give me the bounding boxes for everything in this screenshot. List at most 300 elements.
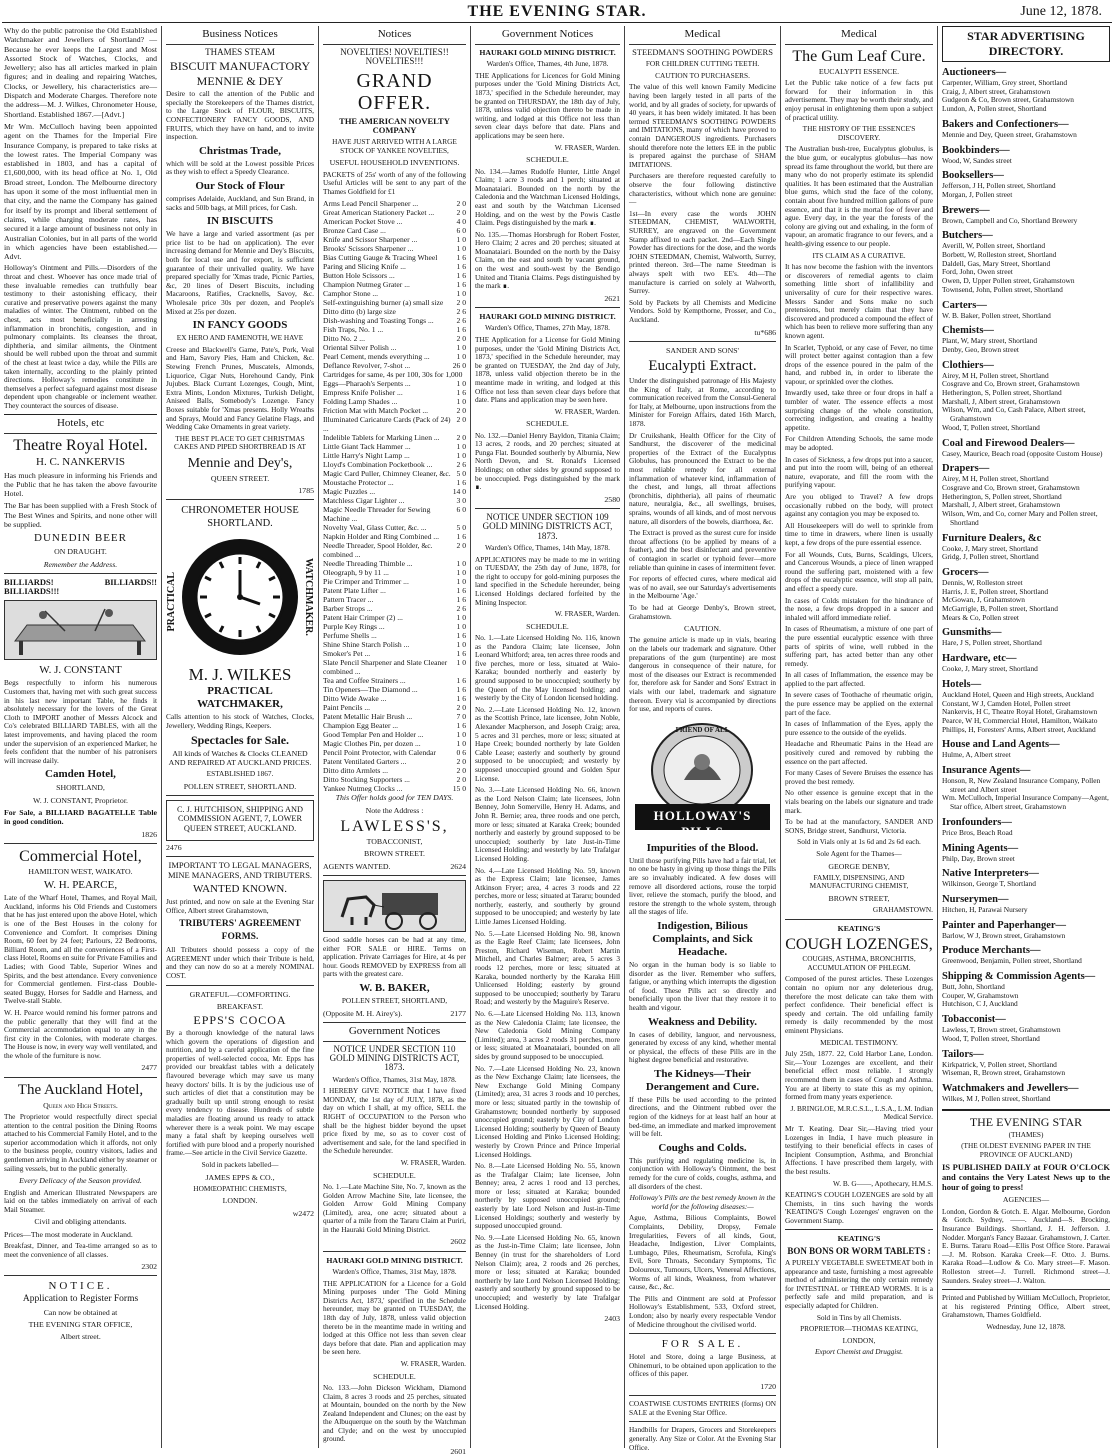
- camden-town: SHORTLAND,: [56, 783, 105, 793]
- price-item-name: Pie Crimper and Trimmer ...: [323, 577, 409, 587]
- directory-entry: Brown, Campbell and Co, Shortland Brewery: [942, 215, 1078, 225]
- clock-icon: [180, 532, 300, 662]
- price-item-name: Lloyd's Combination Pocketbook ...: [323, 460, 433, 470]
- commercial-body: Late of the Wharf Hotel, Thames, and Royal Mail, Auckland, informs his Old Friends and Customers that he has just entered upon the above Hotel, which is one of the Best Houses in the colony for Convenience and Comfort. It comprises Dining Room, 60 feet by 24 feet; Parlours, 22 Bedrooms, Billiard Room, and all the conveniences of a First-class Hotel, Rooms en suite for Private Families and Ladies; with Good Table, Superior Wines and Spirits, and the best attendance. Every convenience for Commercial gentlemen. First-class Double-seated Buggy, Horses for Saddle and Harness, and Twelve-stall Stable.: [4, 893, 158, 1006]
- lawless: LAWLESS'S,: [340, 818, 449, 836]
- price-list-item: [323, 685, 466, 694]
- price-item-price: 2 0: [456, 415, 466, 425]
- directory-category: Brewers—: [942, 204, 990, 216]
- kidneys-heading: The Kidneys—Their Derangement and Cure.: [645, 1067, 760, 1093]
- price-item-name: Tin Openers—The Diamond ...: [323, 685, 418, 695]
- directory-category: Shipping & Commission Agents—: [942, 971, 1096, 983]
- column-rule: [780, 26, 781, 1448]
- directory-entry: Cooke, J, Mary street, Shortland: [942, 664, 1038, 674]
- divider: [166, 795, 314, 796]
- column-1: [4, 26, 157, 1448]
- section-header-business: Business Notices: [166, 26, 314, 45]
- divider: [629, 1421, 776, 1422]
- price-item-name: Patent Metallic Hair Brush ...: [323, 712, 413, 722]
- price-item-name: Matchless Cigar Lighter ...: [323, 496, 405, 506]
- wardens-office-2: Warden's Office, Thames, 27th May, 1878.: [484, 323, 610, 333]
- billiard-table-icon: [5, 601, 156, 659]
- caution-purchasers: CAUTION TO PURCHASERS.: [655, 70, 750, 80]
- price-item-price: 1 6: [456, 685, 466, 695]
- price-item-name: Barber Strops ...: [323, 604, 373, 614]
- price-list-item: [323, 406, 466, 415]
- remember-address: Remember the Address.: [43, 559, 118, 569]
- coughs-heading: Coughs and Colds.: [658, 1141, 747, 1154]
- kidneys-body: If these Pills be used according to the printed directions, and the Ointment rubbed over the region of the kidneys for at least half an hour at bed-time, an immediate and marked improvement will be felt.: [629, 1094, 776, 1139]
- price-item-price: 15 0: [452, 784, 466, 794]
- price-list-item: [323, 784, 466, 793]
- directory-entry: Cosgrave and Co, Brown street, Grahamstown: [942, 482, 1080, 492]
- directory-category: Clothiers—: [942, 359, 994, 371]
- eucalypti-extract-body: The Extract is proved as the surest cure for inside throat affections (to be applied by means of a feather), and the best disinfectant and preventive of contagion in scarlet or typhoid fever—more reliable than quinine in cases of intermittent fever.: [629, 528, 776, 572]
- tobacconist: TOBACCONIST,: [366, 837, 423, 847]
- directory-entry: Gridg, J, Pollen street, Shortland: [942, 552, 1039, 562]
- price-list-item: [323, 397, 466, 406]
- price-item-price: 1 6: [456, 595, 466, 605]
- dial-left-text: PRACTICAL: [166, 572, 177, 632]
- handbills: Handbills for Drapers, Grocers and Storekeepers generally. Any Size or Color. At the Evening Star Office.: [629, 1425, 776, 1452]
- price-list-item: [323, 595, 466, 604]
- price-item-name: Patent Hair Crimper (2) ...: [323, 613, 403, 623]
- gum-travel: Are you obliged to Travel? A few drops occasionally rubbed on the body, will protect against any contagion you may be exposed to.: [785, 492, 933, 519]
- epps-packets: Sold in packets labelled—: [201, 1160, 279, 1169]
- directory-entry: Daldell, Gas, Mary Street, Shortland: [942, 258, 1051, 268]
- price-list-item: [323, 730, 466, 739]
- commercial-hotel-title: Commercial Hotel,: [19, 847, 142, 865]
- impurities-heading: Impurities of the Blood.: [646, 841, 759, 854]
- gum-housekeepers: All Housekeepers will do well to sprinkle from time to time in drawers, where linen is usually kept, a few drops of the pure essential essence.: [785, 520, 933, 547]
- directory-entry: Honson, R, New Zealand Insurance Company, Pollen street and Albert street: [942, 776, 1101, 794]
- hauraki-heading-1: HAURAKI GOLD MINING DISTRICT.: [479, 48, 616, 57]
- price-list-item: [323, 478, 466, 487]
- directory-entry: Philp, Day, Brown street: [942, 853, 1015, 863]
- directory-entry: Hutchison, C J, Auckland: [942, 999, 1018, 1009]
- saddle-horses: Good saddle horses can be had at any time, either FOR SALE or HIRE. Terms on application. Private Carriages for Hire, at 4s per hour. Goods REMOVED by EXPRESS from all parts with the greatest care.: [323, 934, 466, 979]
- divider: [4, 573, 157, 574]
- queen-street: QUEEN STREET.: [210, 473, 270, 483]
- price-list-item: [323, 307, 466, 316]
- divider: [4, 1077, 157, 1078]
- price-item-name: Napkin Holder and Ring Combined ...: [323, 532, 440, 542]
- holloway-notice: Holloway's Ointment and Pills.—Disorders of the throat and chest. Whoever has once made trial of these invaluable remedies can truthfully bear testimony to their astonishing efficacy, their curative and preservative powers against the many maladies of winter. The Ointment, rubbed on the chest, acts most beneficially in arresting inflammation in bronchitis, congestion, and in pulmonary complaints. Its cleanses the throat, diphtheria, and similar ailments, the Ointment should be well rubbed upon the throat and summit of the chest at least twice a day, while the Pills are taken internally, according to the plainly printed directions. Holloway's remedies constitute in themselves a perfect safeguard against most disease dependent upon changeable or inclement weather. They counteract the sources of disease.: [4, 263, 157, 410]
- directory-entry: Gudgeon & Co, Brown street, Grahamstown: [942, 95, 1074, 105]
- price-item-name: American Pocket Stove ...: [323, 217, 403, 227]
- price-list-item: [323, 379, 466, 388]
- hutchison-text: C. J. HUTCHISON, SHIPPING AND COMMISSION AGENT, 7, LOWER QUEEN STREET, AUCKLAND.: [176, 805, 304, 833]
- caution-2: CAUTION.: [683, 624, 722, 634]
- column-rule: [624, 26, 625, 1448]
- price-item-price: 1 0: [456, 658, 466, 668]
- schedule-entry: No. 4.—Late Licensed Holding No. 59, known as the Express Claim; late licensee, James Atkinson Fryer; area, 4 acres 3 roods and 22 perches, more or less; situated at Tararu; bounded northerly, easterly, and southerly by ground supposed to be unoccupied; and westerly by late Little James Licensed Holding.: [475, 865, 620, 927]
- divider: [323, 1251, 466, 1252]
- directory-entry: Couper, W, Grahamstown: [942, 990, 1019, 1000]
- price-item-name: Yankee Nutmeg Clocks ...: [323, 784, 403, 794]
- directory-category: House and Land Agents—: [942, 739, 1060, 751]
- for-sale-heading: FOR SALE.: [661, 1338, 744, 1351]
- price-item-price: 1 0: [456, 568, 466, 578]
- divider: [629, 1333, 776, 1334]
- price-item-price: 1 0: [456, 739, 466, 749]
- directory-entry: Wm. McCulloch, Imperial Insurance Company—Agent, Star office, Albert street, Grahamstown: [942, 793, 1109, 812]
- biscuit-factory: BISCUIT MANUFACTORY: [169, 59, 311, 74]
- flour-heading: Our Stock of Flour: [195, 180, 285, 193]
- history-body: The Australian bush-tree, Eucalyptus globulus, is the blue gum, or eucalyptus globulus—has now spread its fame throughout the world, but there are many who do not properly estimate its splendid qualities. It has been estimated that the Australian blue gums, which stud the face of the colony, contain about five hundred million gallons of pure essence, and that it is the mortal foe of fever and ague. Every day, in the year the forests of the colony are giving out and exhaling, in the form of vapour, an aromatic fragrance to our fevers, and a health-giving essence to our people.: [785, 144, 933, 248]
- impurities-body: Until those purifying Pills have had a fair trial, let no one be hasty in giving up those things the Pills are so invaluably indicated. A few doses will remove all disordered actions, rouse the torpid liver, relieve the stomach, purify the blood, and restore the strength to the whole system, through all the stages of life.: [629, 855, 776, 917]
- schedule-entry: No. 9.—Late Licensed Holding No. 65, known as the Just-in-Time Claim; late licensee, John Benney (in trust for the shareholders of Lord Nelson Claim); area, 2 roods and 26 perches, more or less; situated at Karaka; bounded northerly by late Lord Nelson Licensed Holding; easterly and southerly by ground supposed to be unoccupied; and westerly by late Trafalgar Licensed Holding.: [475, 1232, 620, 1311]
- caution-2-body: The genuine article is made up in vials, bearing on the labels our trademark and signature. Other preparations of the gum (turpentine) are most dangerous in consequence of their nature, for most of the diseases our Extract is recommended for, therefore ask for Sander and Sons' Extract in vials with our label, trademark and signature thereon. Every vial is accompanied by directions for use, and reports of cures.: [629, 635, 776, 714]
- christmas-trade: Christmas Trade,: [198, 144, 282, 157]
- ad-code: 2621: [604, 293, 620, 303]
- price-item-name: Ditto Stocking Supporters ...: [323, 775, 410, 785]
- denby-grahamstown: GRAHAMSTOWN.: [872, 905, 933, 915]
- price-item-name: Good Templar Pen and Holder ...: [323, 730, 424, 740]
- ad-code: 2602: [450, 1237, 466, 1247]
- bagatelle-sale: For Sale, a BILLIARD BAGATELLE Table in good condition.: [4, 808, 157, 827]
- price-item-price: 1 0: [456, 244, 466, 254]
- thames-steam: THAMES STEAM: [205, 47, 275, 57]
- price-item-price: 1 6: [456, 649, 466, 659]
- grand-offer: GRAND OFFER.: [356, 69, 433, 114]
- notice-section-110: NOTICE UNDER SECTION 110 GOLD MINING DISTRICTS ACT, 1873.: [329, 1043, 460, 1073]
- camden-hotel: Camden Hotel,: [45, 768, 116, 781]
- price-item-name: Tea and Coffee Strainers ...: [323, 676, 406, 686]
- price-item-name: Button Hole Scissors ...: [323, 271, 395, 281]
- price-item-price: [463, 370, 466, 379]
- price-item-price: 5 0: [456, 523, 466, 533]
- dial-right-text: WATCHMAKER.: [303, 558, 314, 637]
- notice-body: Application to Register Forms: [22, 1294, 139, 1305]
- directory-entry: McGowan, J, Grahamstown: [942, 595, 1025, 605]
- section-header-government: Government Notices: [323, 1022, 466, 1042]
- price-item-name: Patent Ventilated Garters ...: [323, 757, 407, 767]
- fancy-sub: EX HERO AND FAMENOTH, WE HAVE: [176, 333, 304, 343]
- price-list-item: [323, 433, 466, 442]
- theatre-proprietor: H. C. NANKERVIS: [36, 455, 125, 468]
- ad-code: 1785: [298, 486, 314, 496]
- price-item-price: 1 0: [456, 640, 466, 650]
- price-item-name: Deflance Revolver, 7-shot ...: [323, 361, 411, 371]
- price-list-item: [323, 712, 466, 721]
- price-list-item: [323, 325, 466, 334]
- price-list-item: [323, 388, 466, 397]
- price-item-name: Needle Threading Thimble ...: [323, 559, 413, 569]
- directory-category: Gunsmiths—: [942, 627, 1002, 639]
- steedman-sold: Sold by Packets by all Chemists and Medicine Vendors. Sold by Kempthorne, Prosser, and Co., Auckland.: [629, 297, 776, 324]
- diseases-list: Ague, Asthma, Bilious Complaints, Bowel Complaints, Debility, Dropsy, Female Irregularities, Fevers of all kinds, Gout, Headache, Indigestion, Liver Complaints, Lumbago, Piles, Rheumatism, Scrofula, King's Evil, Sore Throats, Secondary Symptoms, Tic Doloureux, Tumours, Ulcers, Venereal Affections, Worms of all kinds, Weakness, from whatever cause, &c., &c.: [629, 1213, 776, 1292]
- price-item-price: 1 6: [456, 325, 466, 335]
- divider: [475, 508, 620, 509]
- keating-heading: KEATING'S: [837, 923, 881, 933]
- claim-132: No. 132.—Daniel Henry Bayldon, Titania Claim; 13 acres, 2 roods, and 20 perches; situated at Punga Flat. Bounded southerly by Alburnia, New North Devon, and St. Ronald's Licensed Holdings; on other sides by ground supposed to be unoccupied. Pegs distinguished by the mark ∎.: [475, 430, 620, 492]
- directory-entry: Wood, W, Sandes street: [942, 155, 1012, 165]
- directory-entry: Price Bros, Beach Road: [942, 827, 1013, 837]
- dunedin-beer: DUNEDIN BEER: [34, 532, 127, 545]
- price-item-name: Magic Clothes Pin, per dozen ...: [323, 739, 421, 749]
- novelties: NOVELTIES! NOVELTIES!! NOVELTIES!!!: [340, 47, 449, 67]
- column-rule: [470, 26, 471, 1448]
- price-list-item: [323, 496, 466, 505]
- directory-entry: W. B. Baker, Pollen street, Shortland: [942, 310, 1051, 320]
- price-list-item: [323, 622, 466, 631]
- schedule-entry: No. 5.—Late Licensed Holding No. 98, known as the Eagle Reef Claim; late licensees, John Preston, Richard Wiseman, Robert Martin Mitchell, and Charles Balmer; area, 5 acres 3 roods 12 perches, more or less; situated at Karaka, bounded northerly by the Karaka Hill Unlicensed Holding; easterly by ground supposed to be unoccupied; southerly by Tararu Road; and westerly by the Maguire's Reserve.: [475, 928, 620, 1007]
- price-item-price: 1 6: [456, 280, 466, 290]
- price-item-price: 2 0: [456, 541, 466, 551]
- evening-star-thames: (THAMES): [1008, 1129, 1044, 1139]
- price-item-name: Slate Pencil Sharpener and Slate Cleaner combined ...: [323, 658, 448, 677]
- gum-vials: Sold in Vials only at 1s 6d and 2s 6d each.: [797, 837, 921, 847]
- price-list-item: [323, 649, 466, 658]
- price-item-price: 2 6: [456, 460, 466, 470]
- price-item-price: 1 0: [456, 613, 466, 623]
- price-item-price: 3 0: [456, 496, 466, 506]
- gum-leaf-cure: The Gum Leaf Cure.: [792, 48, 926, 65]
- price-list-item: [323, 415, 466, 433]
- price-list-item: [323, 757, 466, 766]
- price-item-price: 1 6: [456, 676, 466, 686]
- hauraki-fraser: W. FRASER, Warden.: [400, 1359, 466, 1369]
- holloway-sold: The Pills and Ointment are sold at Professor Holloway's Establishment, 533, Oxford street, London; also by nearly every respectable Vendor of Medicine throughout the civilised world.: [629, 1293, 776, 1329]
- ad-code: 2601: [450, 1447, 466, 1456]
- gum-inwardly: Inwardly used, take three or four drops in half a tumbler of water. The essence effects a most surprising change of the whole constitution, correcting indigestion, and creating a healthy appetite.: [785, 388, 933, 432]
- directory-entry: Marshall, J, Albert street, Grahamstown: [942, 396, 1061, 406]
- auckland-prices: Prices—The most moderate in Auckland.: [4, 1229, 133, 1239]
- column-4: [475, 26, 620, 1448]
- notice-110-body: I HEREBY GIVE NOTICE that I have fixed MONDAY, the 1st day of JULY, 1878, as the day on which I shall, at my office, SELL the RIGHT of OCCUPATION to the Person who shall be the highest bidder beyond the upset price fixed by me, so as to cover cost of advertisement and sale, for the land specified in the Schedule hereunder.: [323, 1086, 466, 1156]
- price-item-name: Patent Plate Lifter ...: [323, 586, 386, 596]
- directory-category: Insurance Agents—: [942, 765, 1031, 777]
- useful-household: USEFUL HOUSEHOLD INVENTIONS.: [329, 158, 460, 168]
- price-list-item: [323, 577, 466, 586]
- wilkes-name: M. J. WILKES: [188, 665, 292, 685]
- weakness-heading: Weakness and Debility.: [647, 1015, 758, 1028]
- divider: [942, 1109, 1110, 1111]
- directory-category: Butchers—: [942, 230, 993, 242]
- fraser-2: W. FRASER, Warden.: [554, 406, 620, 416]
- directory-entry: Lundon, A, Pollen street, Shortland: [942, 104, 1047, 114]
- gum-intro: Let the Public take notice of a few facts put forward for their information in this advertisement. They may be worth their study, and enjoy perusal in enlightening them upon a subject of practical utility.: [785, 78, 933, 122]
- price-item-price: 1 0: [456, 343, 466, 353]
- hauraki-schedule: SCHEDULE.: [373, 1371, 416, 1381]
- cough-sub: COUGHS, ASTHMA, BRONCHITIS, ACCUMULATION OF PHLEGM.: [802, 954, 916, 972]
- keating-letter: Mr T. Keating. Dear Sir,—Having tried your Lozenges in India, I have much pleasure in testifying to their beneficial effects in cases of Incipient Consumption, Asthma, and Bronchial Affections. I have prescribed them largely, with the best results.: [785, 1123, 933, 1176]
- important-legal: IMPORTANT TO LEGAL MANAGERS, MINE MANAGERS, AND TRIBUTERS.: [167, 860, 313, 880]
- price-item-name: Little Harry's Night Lamp ...: [323, 451, 410, 461]
- directory-entry: Hetherington, S, Pollen street, Shortland: [942, 491, 1062, 501]
- price-item-price: 2 0: [456, 766, 466, 776]
- hauraki-133: No. 133.—John Dickson Wickham, Diamond Claim, 8 acres 3 roods and 25 perches, situated at Mountain, bounded on the north by the New Zealand Independent and Clunes; on the east by the Albuquerque on the south by the Watchman and Clyde; and on the west by unoccupied ground.: [323, 1382, 466, 1444]
- price-item-name: Bronze Card Case ...: [323, 226, 386, 236]
- directory-entry: Ford, John, Owen street: [942, 267, 1013, 277]
- gum-inflammation: In all cases of Inflammation, the essence may be applied to the part affected.: [785, 670, 933, 688]
- directory-category: Carters—: [942, 299, 987, 311]
- ad-code: 2403: [604, 1314, 620, 1324]
- packets-intro: PACKETS of 25s' worth of any of the following Useful Articles will be sent to any part of the Thames Goldfield for £1: [323, 169, 466, 196]
- worm-body: A PURELY VEGETABLE SWEETMEAT both in appearance and taste, furnishing a most agreeable method of administering the only certain remedy for INTESTINAL or THREAD WORMS. It is a perfectly safe and mild preparation, and is especially adapted for Children.: [785, 1258, 933, 1311]
- hutchison-box: [166, 800, 314, 841]
- wardens-office-3: Warden's Office, Thames, 14th May, 1878.: [484, 543, 610, 553]
- gum-had: To be had at the manufactory, SANDER AND SONS, Bridge street, Sandhurst, Victoria.: [785, 817, 933, 835]
- sole-agent: Sole Agent for the Thames—: [816, 848, 902, 858]
- wardens-office: Warden's Office, Thames, 31st May, 1878.: [332, 1074, 457, 1084]
- agents-wanted: [323, 862, 466, 871]
- price-list-item: [323, 280, 466, 289]
- schedule-1: SCHEDULE.: [526, 155, 569, 165]
- steedman-purchasers: Purchasers are therefore requested carefully to observe the four following distinctive characteristics, without which none are genuine:—: [629, 171, 776, 207]
- worm-tins: Sold in Tins by all Chemists.: [816, 1312, 902, 1322]
- directory-header: STAR ADVERTISING DIRECTORY.: [942, 26, 1110, 62]
- indigestion-heading: Indigestion, Bilious Complaints, and Sick Headache.: [652, 919, 753, 958]
- hauraki-heading: HAURAKI GOLD MINING DISTRICT.: [326, 1255, 463, 1265]
- directory-category: Tailors—: [942, 1048, 984, 1060]
- hauraki-body-2: THE Application for a License for Gold Mining purposes, under the 'Gold Mining Districts Act, 1873,' specified in the Schedule hereunder, may be granted on TUESDAY, the 2nd day of July, 1878, unless valid objection thereto be in the meantime made in writing, and lodged at this Office not less than seven clear days before that date. Plans and application may be seen here.: [475, 335, 620, 405]
- price-item-name: Magic Puzzles ...: [323, 487, 376, 497]
- price-list-item: [323, 523, 466, 532]
- ad-code: 2177: [450, 1008, 466, 1018]
- directory-entry: Borbett, W, Rolleston street, Shortland: [942, 250, 1057, 260]
- price-item-price: 2 6: [456, 316, 466, 326]
- notice-line3: THE EVENING STAR OFFICE,: [28, 1319, 133, 1329]
- price-list-item: [323, 361, 466, 370]
- price-item-price: 2 0: [456, 757, 466, 767]
- divider: [942, 1289, 1110, 1290]
- divider: [323, 875, 466, 876]
- column-rule: [937, 26, 938, 1448]
- directory-entry: Hulme, A, Albert street: [942, 750, 1011, 760]
- directory-entry: Pearce, W H, Commercial Hotel, Hamilton, Waikato: [942, 715, 1098, 725]
- price-list-item: [323, 541, 466, 559]
- price-list-item: [323, 739, 466, 748]
- price-item-name: Brooks' Scissors Sharpener ...: [323, 244, 414, 254]
- notice-109: NOTICE UNDER SECTION 109 GOLD MINING DISTRICTS ACT, 1873.: [482, 512, 613, 541]
- carriage-icon: [324, 881, 465, 931]
- tributers-body: All Tributers should possess a copy of the AGREEMENT under which their Tribute is held, and they can now do so at a merely NOMINAL COST.: [166, 945, 314, 980]
- gum-colds: In cases of Colds mistaken for the hindrance of the nose, a few drops dropped in a saucer and inhaled will afford immediate relief.: [785, 595, 933, 622]
- holloway-emblem: [629, 718, 776, 838]
- wbg: W. B. G——, Apothecary, H.M.S.: [833, 1178, 933, 1188]
- column-7: [942, 26, 1110, 1448]
- price-item-price: 1 0: [456, 730, 466, 740]
- price-list-item: [323, 334, 466, 343]
- ad-code: 2302: [141, 1262, 157, 1272]
- american-novelty: THE AMERICAN NOVELTY COMPANY: [339, 115, 450, 135]
- directory-entry: Wiseman, R, Brown street, Grahamstown: [942, 1068, 1066, 1078]
- directory-entry: Craig, J, Albert street, Grahamstown: [942, 86, 1051, 96]
- keating-heading-2: KEATING'S: [837, 1234, 881, 1244]
- notice-109-body: APPLICATIONS may be made to me in writing on TUESDAY, the 25th day of June, 1878, for the right to occupy for gold-mining purposes the land specified in the Schedule hereunder, being Licensed Holdings declared forfeited by the Mining Inspector.: [475, 554, 620, 607]
- christmas-body: which will be sold at the Lowest possible Prices as they wish to effect a Speedy Clearance.: [166, 158, 314, 177]
- testimony-body: July 25th, 1877. 22, Cold Harbor Lane, London. Sir,—Your Lozenges are excellent, and their beneficial effect most reliable. I strongly recommend them in cases of Cough and Asthma. You are at liberty to state this as my opinion, formed from many years experience.: [785, 1049, 933, 1102]
- column-2: [166, 26, 314, 1448]
- fraser-1: W. FRASER, Warden.: [554, 142, 620, 152]
- price-item-price: 2 0: [456, 298, 466, 308]
- eucalypti-extract: Eucalypti Extract.: [648, 358, 757, 375]
- price-item-name: Friction Mat with Match Pocket ...: [323, 406, 429, 416]
- price-item-price: 1 6: [456, 586, 466, 596]
- ad-code: 2580: [604, 494, 620, 504]
- divider: [475, 307, 620, 308]
- directory-entry: Greenwood, Benjamin, Pollen street, Shortland: [942, 956, 1082, 966]
- divider: [785, 1229, 933, 1230]
- directory-entry: Kirkpatrick, V, Pollen street, Shortland: [942, 1059, 1057, 1069]
- price-list-item: [323, 775, 466, 784]
- ad-code: 1826: [141, 829, 157, 839]
- price-list-item: [323, 199, 466, 208]
- price-item-price: 1 6: [456, 694, 466, 704]
- baker-addr: POLLEN STREET, SHORTLAND,: [341, 995, 448, 1005]
- price-item-price: 1 0: [456, 559, 466, 569]
- price-item-price: 7 0: [456, 712, 466, 722]
- directory-category: Tobacconist—: [942, 1014, 1006, 1026]
- directory-entry: Jefferson, J H, Pollen street, Shortland: [942, 181, 1056, 191]
- price-list-item: [323, 451, 466, 460]
- price-item-name: Great American Stationery Packet ...: [323, 208, 435, 218]
- gum-eyes: In cases of Inflammation of the Eyes, apply the pure essence to the outside of the eyelids.: [785, 719, 933, 737]
- directory-entry: Marshall, J, Albert street, Grahamstown: [942, 500, 1061, 510]
- price-list-item: [323, 766, 466, 775]
- commercial-remind: W. H. Pearce would remind his former patrons and the public generally that they will find at the Commercial accommodation equal to any in the first city in the Colonies, with moderate charges. The House is now, in every way well ventilated, and the whole of the furniture is now.: [4, 1007, 157, 1060]
- american-sub: HAVE JUST ARRIVED WITH A LARGE STOCK OF YANKEE NOVELTIES,: [332, 137, 457, 155]
- directory-entry: McGarrigle, B, Pollen street, Shortland: [942, 604, 1058, 614]
- gum-cases: In cases of Sickness, a few drops put into a saucer, and put into the room will, being of an ethereal nature, evaporate, and fill the room with the purifying vapour.: [785, 454, 933, 490]
- divider: [166, 856, 314, 857]
- header-rule: [2, 22, 1112, 23]
- theatre-bar: The Bar has been supplied with a Fresh Stock of The Best Wines and Spirits, and none other will be supplied.: [4, 501, 157, 529]
- evening-star-title: THE EVENING STAR: [969, 1114, 1083, 1129]
- price-item-price: 1 0: [456, 235, 466, 245]
- directory-entry: Nankervis, H C, Theatre Royal Hotel, Grahamstown: [942, 707, 1098, 717]
- directory-category: Chemists—: [942, 325, 994, 337]
- price-item-name: Needle Threader, Spool Holder, &c. combined ...: [323, 541, 433, 560]
- price-list-item: [323, 217, 466, 226]
- offer-note: This Offer holds good for TEN DAYS.: [335, 793, 454, 803]
- price-list-item: [323, 262, 466, 271]
- price-item-name: Eggs—Pharaoh's Serpents ...: [323, 379, 411, 389]
- directory-entry: Hitchen, H, Parawai Nursery: [942, 904, 1028, 914]
- price-list-item: [323, 298, 466, 307]
- price-item-name: Perfume Shells ...: [323, 631, 377, 641]
- directory-category: Auctioneers—: [942, 67, 1007, 78]
- directory-entry: Lawless, T, Brown street, Grahamstown: [942, 1025, 1061, 1035]
- gum-headache: Headache and Rheumatic Pains in the Head are positively cured and removed by rubbing the essence on the part affected.: [785, 739, 933, 766]
- directory-entry: Harris, J. E, Pollen street, Shortland: [942, 586, 1049, 596]
- price-list-item: [323, 640, 466, 649]
- mennie-dey-2: Mennie and Dey's,: [187, 455, 293, 471]
- column-5: [629, 26, 776, 1452]
- divider: [4, 1275, 157, 1276]
- price-item-price: 26 0: [452, 361, 466, 371]
- price-list-item: [323, 208, 466, 217]
- column-6: [785, 26, 933, 1448]
- imprint-date: Wednesday, June 12, 1878.: [986, 1321, 1066, 1331]
- price-item-price: 2 0: [456, 334, 466, 344]
- section-header-hotels: Hotels, etc: [4, 414, 157, 434]
- price-item-name: Indelible Tablets for Marking Linen ...: [323, 433, 440, 443]
- price-item-name: Cartridges for same, 4s per 100, 30s for 1,000: [323, 370, 463, 380]
- holloway-banner: HOLLOWAY'S PILLS: [653, 807, 752, 839]
- price-item-price: 1 6: [456, 271, 466, 281]
- baker-name: W. B. BAKER,: [359, 981, 430, 994]
- directory-category: Grocers—: [942, 566, 989, 578]
- gum-toothache: In severe cases of Toothache of rheumatic origin, the pure essence may be applied on the external part of the face.: [785, 690, 933, 717]
- homoeopathic: HOMŒOPATHIC CHEMISTS,: [193, 1183, 287, 1193]
- auckland-place: Queen and High Streets.: [43, 1100, 118, 1110]
- schedule-body: No. 1.—Late Machine Site, No. 7, known as the Golden Arrow Machine Site, late licensee, the Golden Arrow Gold Mining Company (Limited), area, one acre; situated about a quarter of a mile from the Tararu Claim at Puriri, in the Hauraki Gold Mining District.: [323, 1181, 466, 1234]
- divider: [629, 1395, 776, 1396]
- billiards-body: Begs respectfully to inform his numerous Customers that, having met with such great success in his last new important Table, he finds it absolutely necessary for the lovers of the Great Cloth to IMPORT another of Messrs Alcock and Co's celebrated BILLIARD TABLES, with all the latest improvements, and having placed the room under the supervision of an experienced Marker, he feels confident that the number of his patronisers will increase daily.: [4, 678, 157, 765]
